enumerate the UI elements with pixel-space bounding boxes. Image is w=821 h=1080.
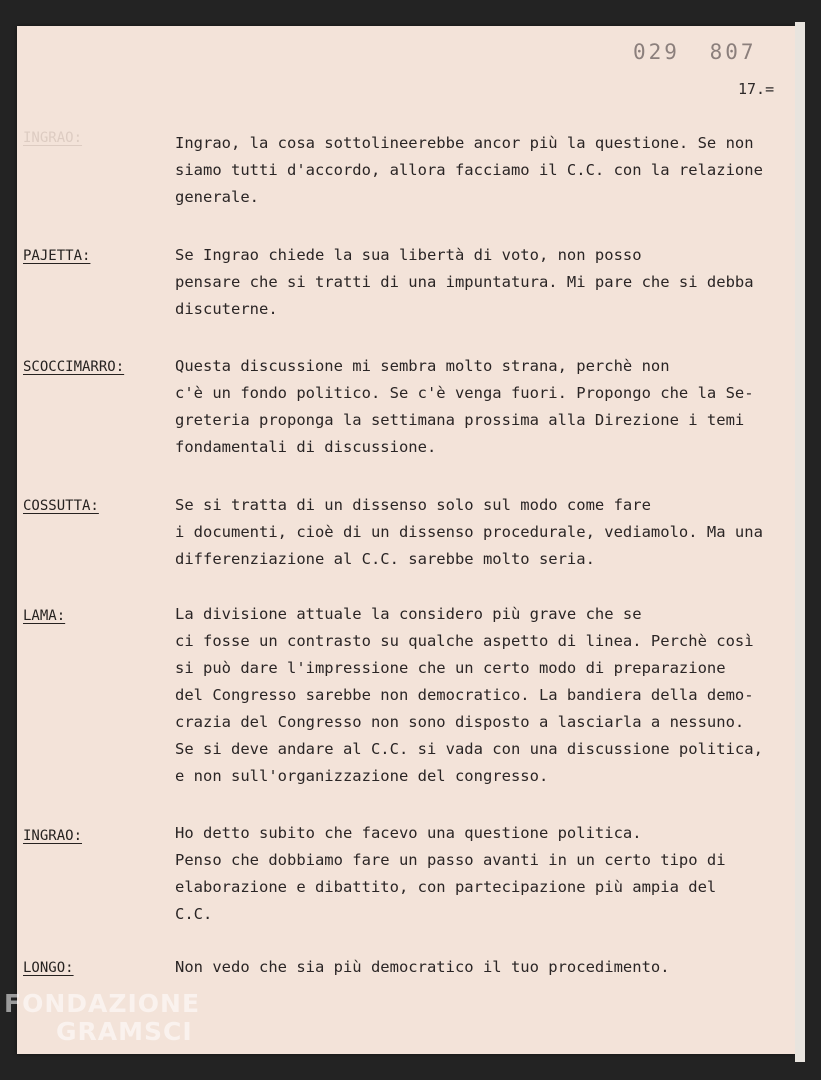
watermark-line-2: GRAMSCI bbox=[56, 1017, 193, 1046]
watermark-line-1: FONDAZIONE bbox=[4, 989, 201, 1018]
paragraph-intro: Ingrao, la cosa sottolineerebbe ancor più la questione. Se non siamo tutti d'accordo, allora facciamo il C.C. con la relazione generale. bbox=[175, 134, 763, 206]
fondazione-gramsci-watermark bbox=[4, 990, 200, 1046]
page-edge-strip bbox=[795, 22, 805, 1062]
speaker-cossutta: COSSUTTA: bbox=[23, 498, 99, 514]
archive-number: 029 807 bbox=[633, 40, 757, 64]
document-page bbox=[17, 26, 795, 1054]
speaker-longo: LONGO: bbox=[23, 960, 74, 976]
paragraph-cossutta: Se si tratta di un dissenso solo sul modo come fare i documenti, cioè di un dissenso procedurale, vediamolo. Ma una differenziazione al C.C. sarebbe molto seria. bbox=[175, 496, 763, 568]
speaker-pajetta: PAJETTA: bbox=[23, 248, 91, 264]
speaker-lama: LAMA: bbox=[23, 608, 66, 624]
paragraph-scoccimarro: Questa discussione mi sembra molto strana, perchè non c'è un fondo politico. Se c'è venga fuori. Propongo che la Se- greteria proponga la settimana prossima alla Direzione i temi fondamentali di discussione. bbox=[175, 357, 754, 456]
speaker-scoccimarro: SCOCCIMARRO: bbox=[23, 359, 125, 375]
speaker-ingrao: INGRAO: bbox=[23, 828, 83, 844]
page-number: 17.= bbox=[738, 80, 775, 98]
paragraph-lama: La divisione attuale la considero più grave che se ci fosse un contrasto su qualche aspetto di linea. Perchè così si può dare l'impressione che un certo modo di preparazione del Congresso sarebbe non democratico. La bandiera della demo- crazia del Congresso non sono disposto a lasciarla a nessuno. Se si deve andare al C.C. si vada con una discussione politica, e non sull'organizzazione del congresso. bbox=[175, 605, 763, 785]
paragraph-ingrao: Ho detto subito che facevo una questione politica. Penso che dobbiamo fare un passo avanti in un certo tipo di elaborazione e dibattito, con partecipazione più ampia del C.C. bbox=[175, 824, 726, 923]
ghost-speaker: INGRAO: bbox=[23, 130, 83, 146]
paragraph-longo: Non vedo che sia più democratico il tuo procedimento. bbox=[175, 958, 670, 976]
paragraph-pajetta: Se Ingrao chiede la sua libertà di voto, non posso pensare che si tratti di una impuntatura. Mi pare che si debba discuterne. bbox=[175, 246, 754, 318]
